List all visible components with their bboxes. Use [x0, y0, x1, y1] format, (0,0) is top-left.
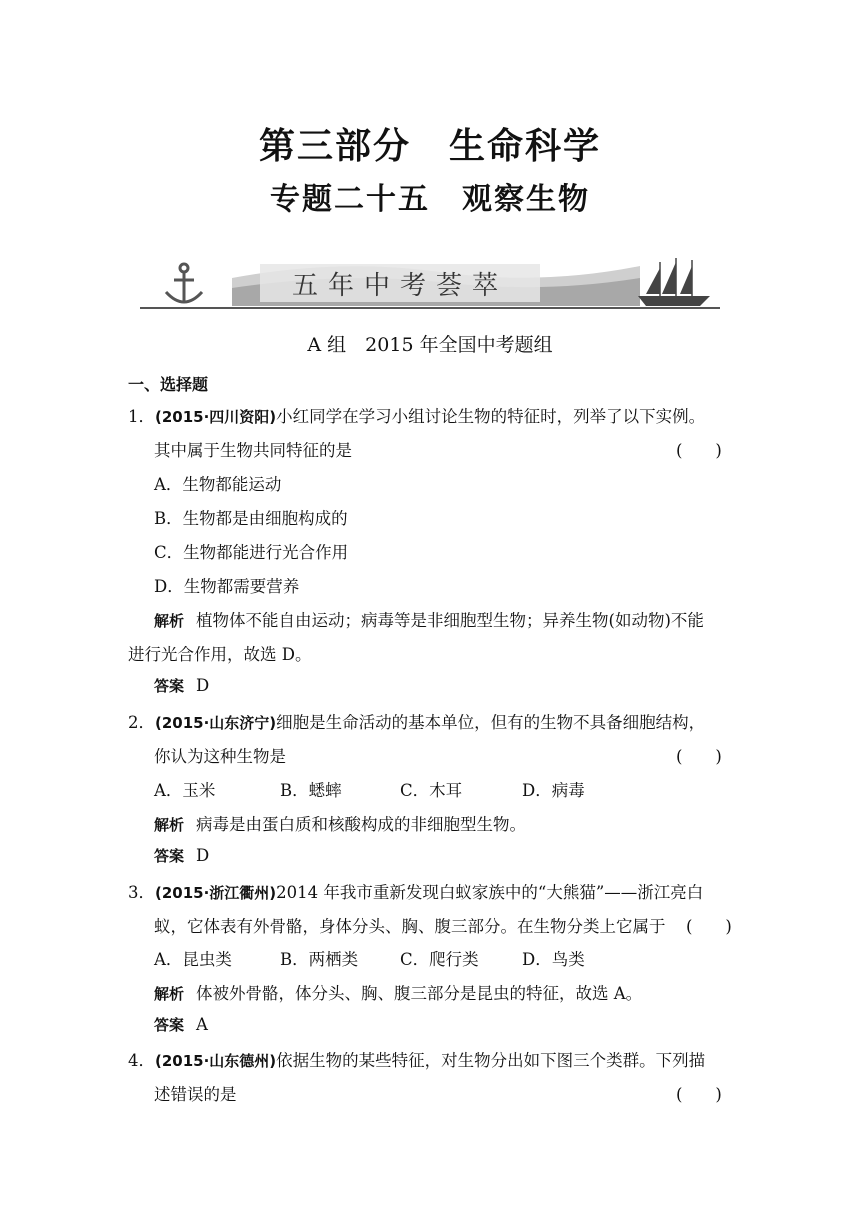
topic-title: 专题二十五 观察生物 — [270, 182, 590, 217]
answer-value: D — [196, 676, 210, 695]
question-number: 1． — [128, 407, 155, 426]
answer — [154, 1014, 208, 1035]
answer — [154, 675, 209, 696]
analysis-text: 病毒是由蛋白质和核酸构成的非细胞型生物。 — [196, 815, 527, 834]
question-source: (2015·山东济宁) — [155, 714, 277, 732]
question-3-stem-cont: 蚁，它体表有外骨骼，身体分头、胸、腹三部分。在生物分类上它属于 — [154, 917, 666, 936]
analysis-cont: 进行光合作用，故选 D。 — [128, 645, 312, 664]
option: D．生物都需要营养 — [154, 577, 300, 596]
option: B．生物都是由细胞构成的 — [154, 509, 348, 528]
option: B．两栖类 — [280, 950, 359, 969]
option: C．木耳 — [400, 781, 463, 800]
question-text: 2014 年我市重新发现白蚁家族中的“大熊猫”——浙江亮白 — [276, 883, 704, 902]
answer-blank: ( ) — [686, 917, 732, 936]
anchor-icon — [166, 264, 202, 302]
question-text: 小红同学在学习小组讨论生物的特征时，列举了以下实例。 — [276, 407, 706, 426]
section-title: 一、选择题 — [128, 375, 209, 394]
question-1-stem-cont: 其中属于生物共同特征的是 — [154, 441, 352, 460]
analysis — [154, 607, 704, 631]
answer-label: 答案 — [154, 677, 185, 695]
option: C．生物都能进行光合作用 — [154, 543, 349, 562]
analysis-text: 体被外骨骼，体分头、胸、腹三部分是昆虫的特征，故选 A。 — [196, 984, 643, 1003]
banner — [140, 258, 720, 312]
analysis-label: 解析 — [154, 816, 185, 834]
answer-value: A — [196, 1015, 208, 1034]
sailing-ship-icon — [638, 258, 710, 306]
option: B．蟋蟀 — [280, 781, 342, 800]
option: A．玉米 — [154, 781, 216, 800]
answer — [154, 845, 209, 866]
question-1-stem — [128, 403, 705, 427]
analysis — [154, 811, 526, 835]
banner-title: 五年中考荟萃 — [291, 271, 509, 301]
question-number: 2． — [128, 713, 155, 732]
answer-blank: ( ) — [676, 441, 722, 460]
question-source: (2015·四川资阳) — [155, 408, 277, 426]
question-number: 3． — [128, 883, 155, 902]
option: D．鸟类 — [522, 950, 585, 969]
question-2-stem — [128, 709, 705, 733]
options-row — [154, 777, 585, 801]
part-title: 第三部分 生命科学 — [258, 126, 601, 167]
analysis — [154, 980, 642, 1004]
answer-blank: ( ) — [676, 1085, 722, 1104]
question-2-stem-cont: 你认为这种生物是 — [154, 747, 286, 766]
option: A．昆虫类 — [154, 950, 232, 969]
question-source: (2015·浙江衢州) — [155, 884, 277, 902]
question-number: 4． — [128, 1051, 155, 1070]
analysis-label: 解析 — [154, 985, 185, 1003]
option: D．病毒 — [522, 781, 585, 800]
option: C．爬行类 — [400, 950, 479, 969]
options-row — [154, 946, 585, 970]
answer-label: 答案 — [154, 1016, 185, 1034]
answer-blank: ( ) — [676, 747, 722, 766]
question-4-stem — [128, 1047, 705, 1071]
question-text: 依据生物的某些特征，对生物分出如下图三个类群。下列描 — [276, 1051, 706, 1070]
group-title: A 组 2015 年全国中考题组 — [307, 334, 553, 356]
analysis-label: 解析 — [154, 612, 185, 630]
question-4-stem-cont: 述错误的是 — [154, 1085, 237, 1104]
analysis-text: 植物体不能自由运动；病毒等是非细胞型生物；异养生物(如动物)不能 — [196, 611, 704, 630]
question-text: 细胞是生命活动的基本单位，但有的生物不具备细胞结构， — [276, 713, 706, 732]
answer-value: D — [196, 846, 210, 865]
answer-label: 答案 — [154, 847, 185, 865]
question-source: (2015·山东德州) — [155, 1052, 277, 1070]
option: A．生物都能运动 — [154, 475, 282, 494]
question-3-stem — [128, 879, 703, 903]
